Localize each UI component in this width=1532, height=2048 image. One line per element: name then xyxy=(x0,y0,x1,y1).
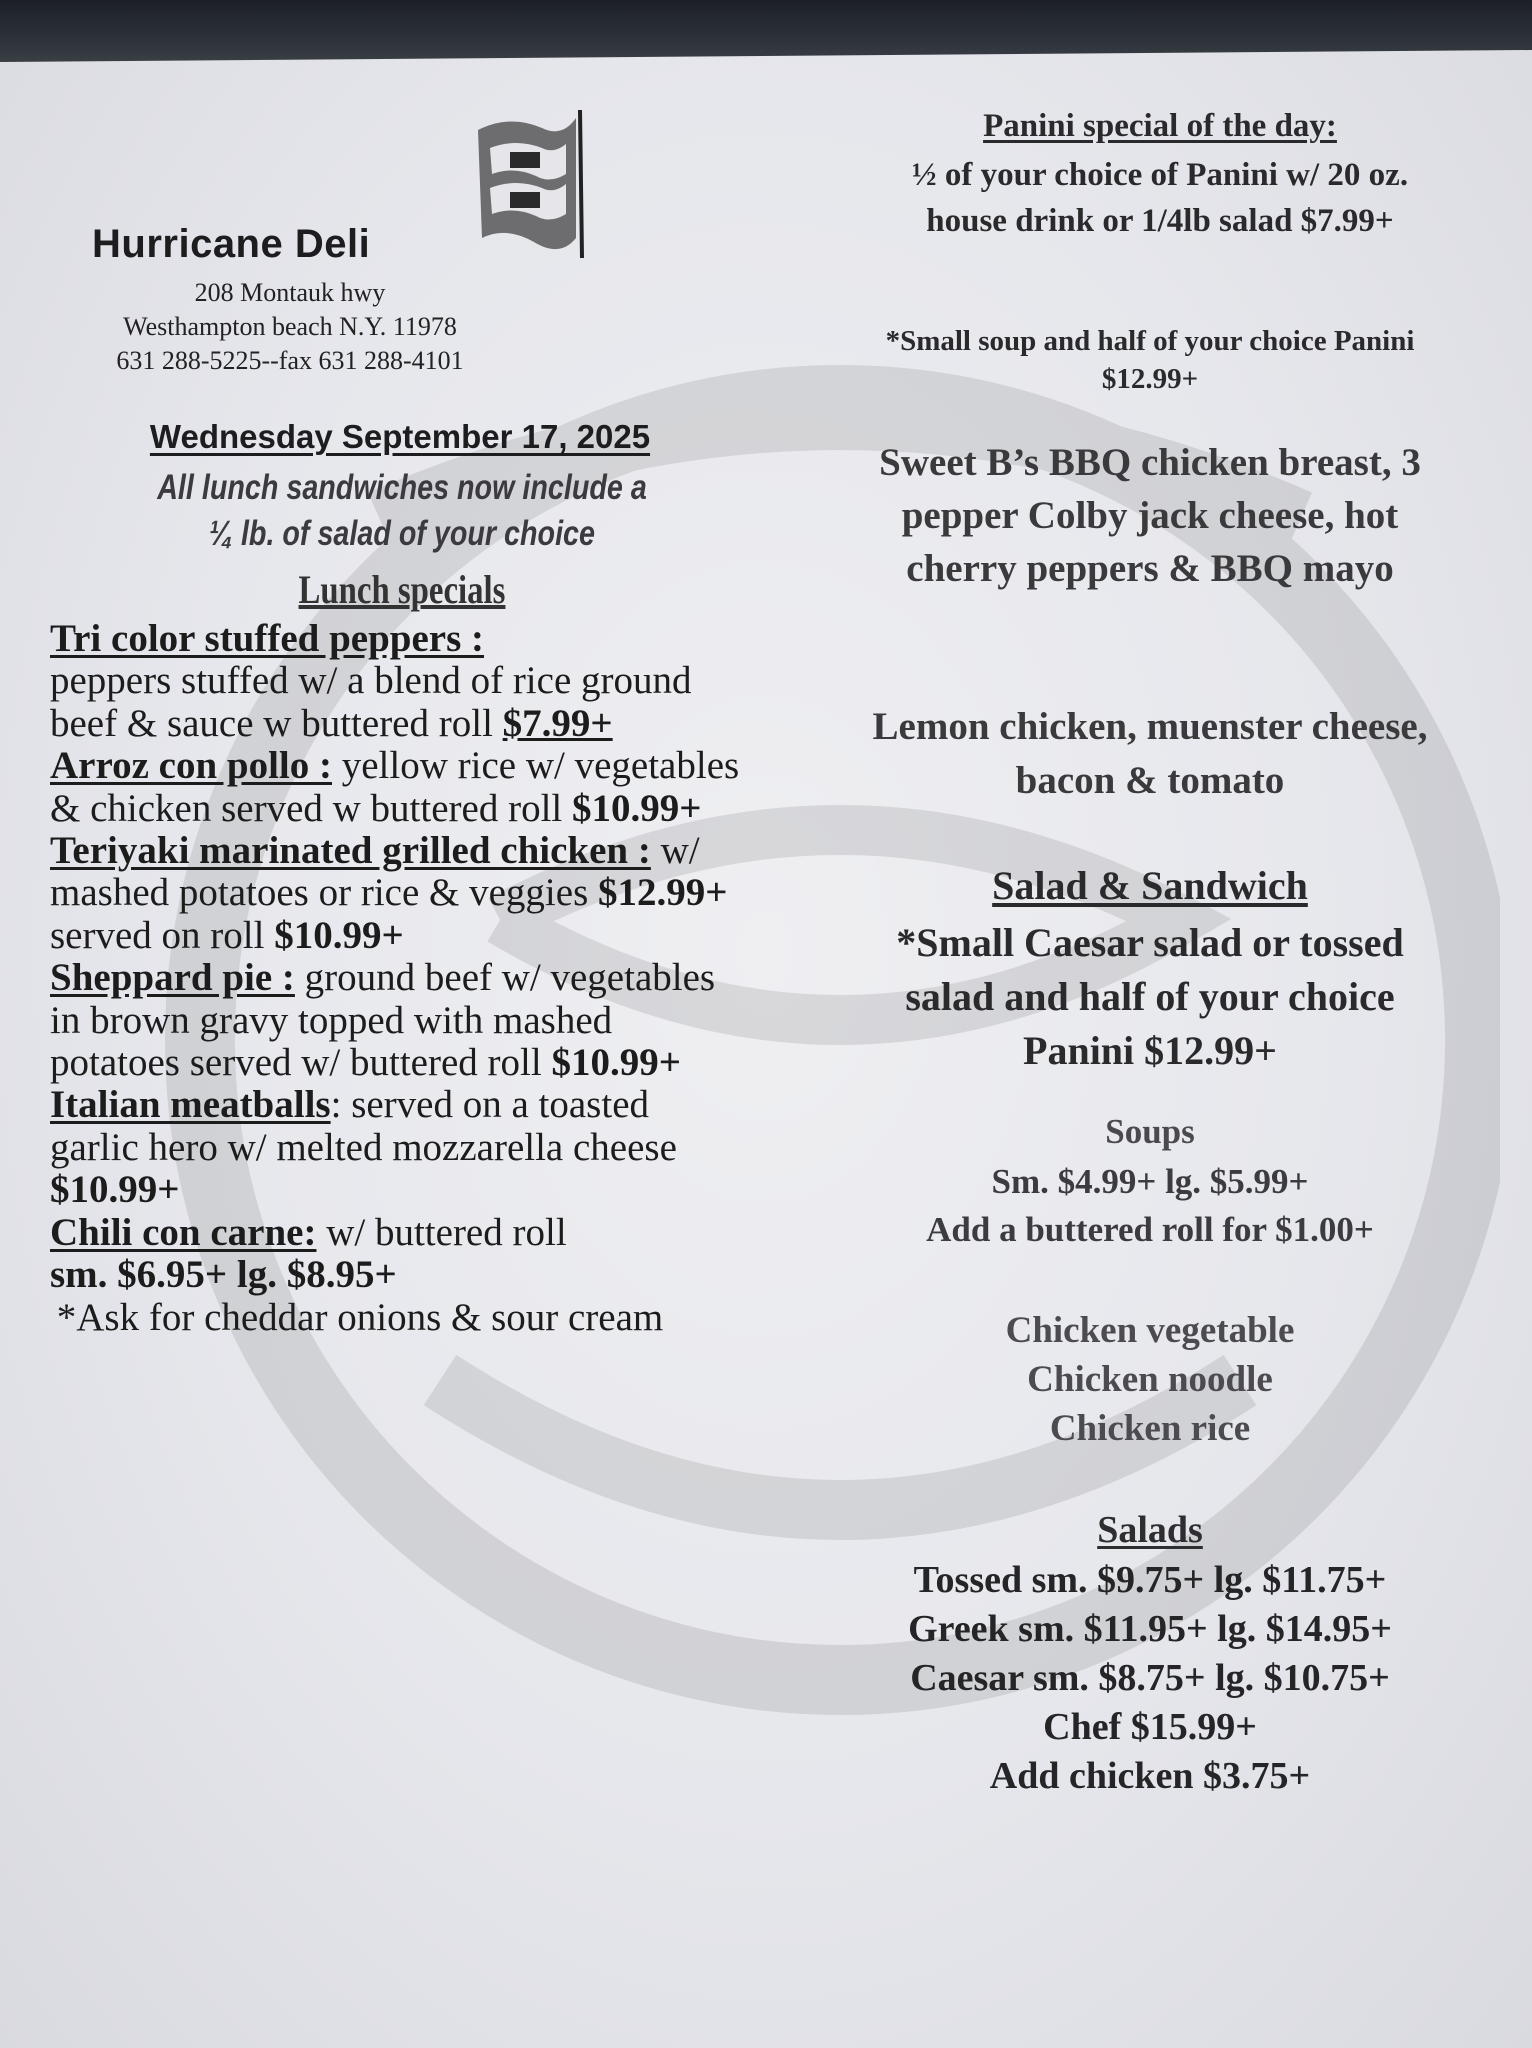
special-name: Sheppard pie : xyxy=(50,956,295,1000)
soup-panini-combo xyxy=(800,322,1500,398)
soup-roll-line: Add a buttered roll for $1.00+ xyxy=(926,1210,1374,1249)
special-price: $10.99+ xyxy=(551,1041,681,1085)
soup-panini-line: *Small soup and half of your choice Panini xyxy=(885,325,1415,357)
special-desc: ground beef w/ vegetables in brown gravy topped with mashed potatoes served w/ buttered roll xyxy=(50,956,716,1085)
special-item xyxy=(50,957,740,1084)
lemon-chicken-special xyxy=(800,700,1500,808)
special-price: $10.99+ xyxy=(572,786,702,830)
salads-title: Salads xyxy=(1097,1509,1203,1551)
special-desc: w/ mashed potatoes or rice & veggies xyxy=(50,829,700,915)
flag-logo-icon xyxy=(470,108,590,258)
special-item xyxy=(50,830,740,957)
panini-special-body xyxy=(820,152,1500,244)
soups-title: Soups xyxy=(1105,1112,1195,1151)
lemon-line: bacon & tomato xyxy=(1015,759,1285,802)
salad-note-line-2: ¼ lb. of salad of your choice xyxy=(209,514,595,553)
special-item xyxy=(50,1084,740,1211)
soup-item: Chicken vegetable xyxy=(1005,1310,1295,1351)
address-block xyxy=(70,276,510,378)
panini-special-line: house drink or 1/4lb salad $7.99+ xyxy=(926,203,1394,239)
salad-item: Caesar sm. $8.75+ lg. $10.75+ xyxy=(910,1657,1390,1699)
lunch-specials-title: Lunch specials xyxy=(298,567,506,612)
salad-note-line-1: All lunch sandwiches now include a xyxy=(157,468,647,507)
salad-sandwich-line: *Small Caesar salad or tossed xyxy=(896,920,1404,965)
special-price: $10.99+ xyxy=(274,913,404,957)
special-desc: peppers stuffed w/ a blend of rice ground beef & sauce w buttered roll xyxy=(50,659,692,745)
special-name: Tri color stuffed peppers : xyxy=(50,617,485,660)
salad-sandwich-line: salad and half of your choice xyxy=(905,974,1395,1019)
sweet-b-line: Sweet B’s BBQ chicken breast, 3 xyxy=(879,441,1421,484)
lemon-line: Lemon chicken, muenster cheese, xyxy=(872,705,1428,748)
deli-name: Hurricane Deli xyxy=(92,222,371,266)
special-name: Italian meatballs xyxy=(50,1083,331,1127)
special-item xyxy=(50,745,740,830)
soup-price-line: Sm. $4.99+ lg. $5.99+ xyxy=(991,1162,1309,1201)
special-name: Chili con carne: xyxy=(50,1210,317,1254)
special-item xyxy=(50,1212,740,1297)
special-name: Teriyaki marinated grilled chicken : xyxy=(50,829,651,873)
sweet-b-special xyxy=(800,436,1500,595)
special-desc: w/ buttered roll xyxy=(326,1210,567,1254)
lunch-specials-list xyxy=(50,618,740,1339)
sweet-b-line: cherry peppers & BBQ mayo xyxy=(906,547,1394,590)
special-desc: yellow rice w/ vegetables & chicken served w buttered roll xyxy=(50,744,740,830)
salad-item: Tossed sm. $9.75+ lg. $11.75+ xyxy=(913,1559,1387,1601)
soup-item: Chicken rice xyxy=(1049,1408,1251,1449)
panini-special-title: Panini special of the day: xyxy=(983,108,1337,144)
special-price: $12.99+ xyxy=(598,871,728,915)
soup-list xyxy=(800,1306,1500,1453)
soup-panini-price: $12.99+ xyxy=(1101,363,1199,395)
special-desc: served on roll xyxy=(50,913,265,957)
salad-item: Add chicken $3.75+ xyxy=(989,1755,1311,1797)
special-price: $7.99+ xyxy=(502,701,613,745)
ask-note: *Ask for cheddar onions & sour cream xyxy=(56,1295,664,1339)
phone-fax: 631 288-5225--fax 631 288-4101 xyxy=(116,346,464,375)
salad-sandwich-title: Salad & Sandwich xyxy=(992,863,1308,908)
salads-list xyxy=(800,1556,1500,1801)
special-name: Arroz con pollo : xyxy=(50,744,332,788)
address-line-1: 208 Montauk hwy xyxy=(194,278,386,307)
menu-date: Wednesday September 17, 2025 xyxy=(149,418,651,455)
salad-sandwich-body xyxy=(800,916,1500,1078)
soup-item: Chicken noodle xyxy=(1027,1359,1273,1400)
address-line-2: Westhampton beach N.Y. 11978 xyxy=(123,312,457,341)
special-price: $10.99+ xyxy=(50,1168,180,1212)
special-price: sm. $6.95+ lg. $8.95+ xyxy=(50,1253,397,1297)
special-item xyxy=(50,618,740,745)
salad-item: Chef $15.99+ xyxy=(1043,1706,1257,1748)
soups-prices xyxy=(800,1158,1500,1254)
panini-special-line: ½ of your choice of Panini w/ 20 oz. xyxy=(911,157,1409,193)
special-desc: : served on a toasted garlic hero w/ melted mozzarella cheese xyxy=(50,1083,677,1169)
salad-sandwich-line: Panini $12.99+ xyxy=(1023,1028,1277,1073)
sweet-b-line: pepper Colby jack cheese, hot xyxy=(901,494,1399,537)
salad-item: Greek sm. $11.95+ lg. $14.95+ xyxy=(908,1608,1392,1650)
